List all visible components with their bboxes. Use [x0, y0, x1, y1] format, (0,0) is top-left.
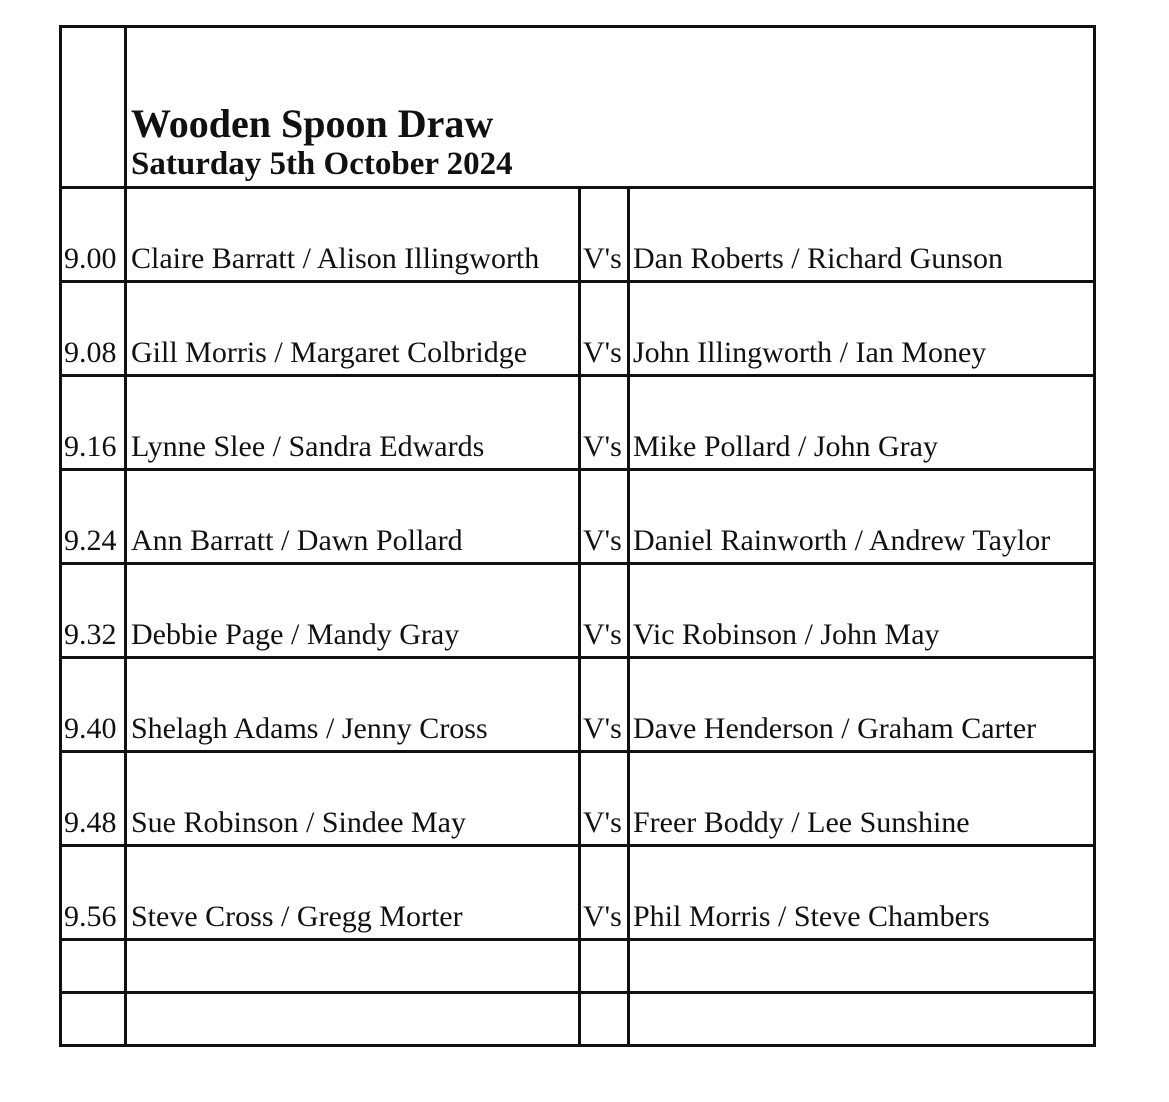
home-pair-text: Debbie Page / Mandy Gray — [131, 618, 460, 651]
time-text: 9.40 — [64, 712, 117, 745]
away-pair-cell — [629, 658, 1095, 752]
away-pair-cell — [629, 846, 1095, 940]
time-text: 9.48 — [64, 806, 117, 839]
home-pair-text: Sue Robinson / Sindee May — [131, 806, 466, 839]
home-pair-text: Ann Barratt / Dawn Pollard — [131, 524, 463, 557]
page-title: Wooden Spoon Draw — [131, 101, 494, 146]
time-cell — [61, 376, 126, 470]
versus-cell — [580, 752, 629, 846]
home-pair-text: Claire Barratt / Alison Illingworth — [131, 242, 540, 275]
empty-row — [61, 940, 1095, 993]
empty-cell — [61, 940, 126, 993]
home-pair-cell — [126, 376, 580, 470]
versus-cell — [580, 282, 629, 376]
versus-text: V's — [583, 336, 622, 369]
home-pair-cell — [126, 564, 580, 658]
versus-cell — [580, 564, 629, 658]
home-pair-text: Gill Morris / Margaret Colbridge — [131, 336, 528, 369]
header-cell — [126, 27, 1095, 188]
time-cell — [61, 470, 126, 564]
away-pair-text: John Illingworth / Ian Money — [633, 336, 987, 369]
time-cell — [61, 282, 126, 376]
versus-cell — [580, 376, 629, 470]
draw-table — [59, 25, 1096, 1047]
home-pair-text: Steve Cross / Gregg Morter — [131, 900, 463, 933]
empty-cell — [580, 940, 629, 993]
home-pair-text: Shelagh Adams / Jenny Cross — [131, 712, 488, 745]
versus-cell — [580, 658, 629, 752]
time-cell — [61, 658, 126, 752]
home-pair-cell — [126, 282, 580, 376]
home-pair-cell — [126, 658, 580, 752]
home-pair-cell — [126, 188, 580, 282]
away-pair-text: Dan Roberts / Richard Gunson — [633, 242, 1003, 275]
match-row — [61, 846, 1095, 940]
away-pair-cell — [629, 752, 1095, 846]
away-pair-text: Daniel Rainworth / Andrew Taylor — [633, 524, 1051, 557]
away-pair-text: Freer Boddy / Lee Sunshine — [633, 806, 970, 839]
home-pair-cell — [126, 846, 580, 940]
empty-row — [61, 993, 1095, 1046]
match-row — [61, 376, 1095, 470]
match-row — [61, 564, 1095, 658]
time-cell — [61, 564, 126, 658]
versus-cell — [580, 188, 629, 282]
versus-cell — [580, 470, 629, 564]
empty-cell — [580, 993, 629, 1046]
versus-text: V's — [583, 524, 622, 557]
versus-text: V's — [583, 618, 622, 651]
page-subtitle: Saturday 5th October 2024 — [131, 146, 513, 182]
away-pair-text: Phil Morris / Steve Chambers — [633, 900, 990, 933]
versus-text: V's — [583, 806, 622, 839]
away-pair-cell — [629, 564, 1095, 658]
versus-text: V's — [583, 430, 622, 463]
time-cell — [61, 188, 126, 282]
time-cell — [61, 752, 126, 846]
home-pair-cell — [126, 470, 580, 564]
home-pair-cell — [126, 752, 580, 846]
match-row — [61, 282, 1095, 376]
away-pair-cell — [629, 376, 1095, 470]
match-row — [61, 188, 1095, 282]
away-pair-text: Vic Robinson / John May — [633, 618, 940, 651]
empty-cell — [126, 993, 580, 1046]
empty-cell — [629, 993, 1095, 1046]
time-text: 9.00 — [64, 242, 117, 275]
away-pair-text: Dave Henderson / Graham Carter — [633, 712, 1037, 745]
time-text: 9.08 — [64, 336, 117, 369]
match-row — [61, 470, 1095, 564]
empty-cell — [61, 993, 126, 1046]
match-row — [61, 752, 1095, 846]
match-row — [61, 658, 1095, 752]
versus-text: V's — [583, 900, 622, 933]
away-pair-cell — [629, 282, 1095, 376]
away-pair-cell — [629, 188, 1095, 282]
time-text: 9.16 — [64, 430, 117, 463]
versus-text: V's — [583, 712, 622, 745]
empty-cell — [126, 940, 580, 993]
time-text: 9.24 — [64, 524, 117, 557]
versus-cell — [580, 846, 629, 940]
away-pair-cell — [629, 470, 1095, 564]
header-row — [61, 27, 1095, 188]
versus-text: V's — [583, 242, 622, 275]
home-pair-text: Lynne Slee / Sandra Edwards — [131, 430, 485, 463]
empty-cell — [629, 940, 1095, 993]
time-text: 9.32 — [64, 618, 117, 651]
away-pair-text: Mike Pollard / John Gray — [633, 430, 938, 463]
time-text: 9.56 — [64, 900, 117, 933]
time-cell — [61, 846, 126, 940]
header-spacer-cell — [61, 27, 126, 188]
